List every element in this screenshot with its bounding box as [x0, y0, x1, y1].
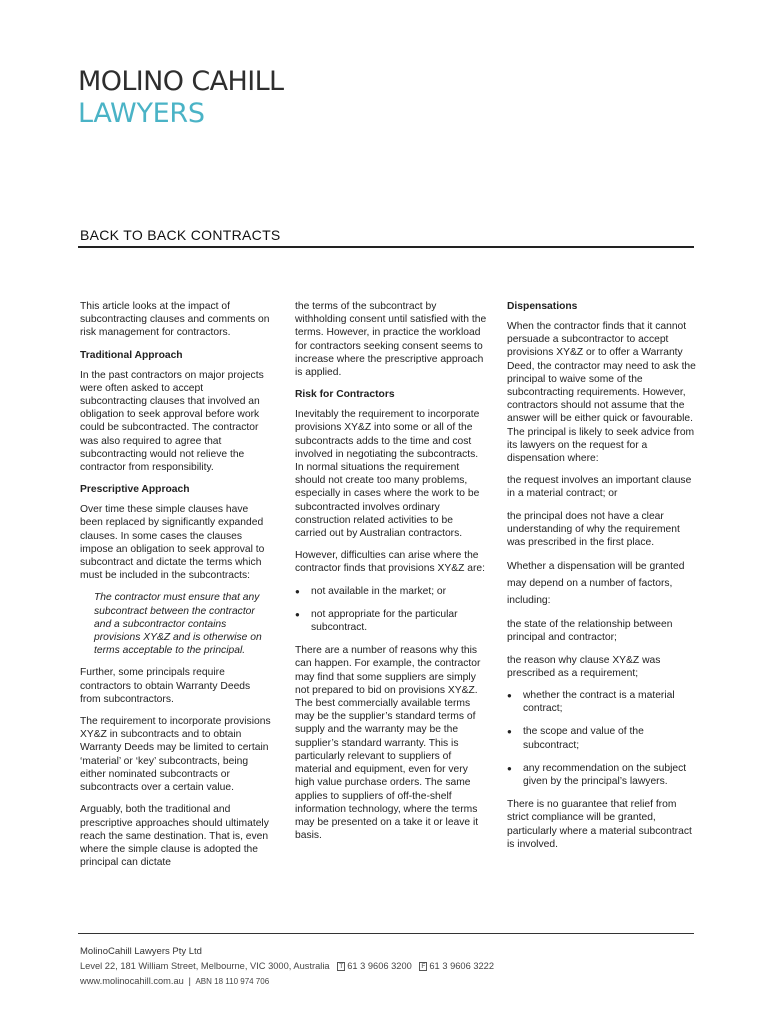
intro-paragraph: This article looks at the impact of subcontracting clauses and comments on risk management for contractors. — [80, 301, 270, 339]
paragraph-guarantee: There is no guarantee that relief from strict compliance will be granted, particularly where a material subcontract is involved. — [507, 799, 692, 850]
heading-dispensations: Dispensations — [507, 301, 578, 312]
paragraph-however: However, difficulties can arise where the contractor finds that provisions XY&Z are: — [295, 550, 486, 575]
footer-phone: 61 3 9606 3200 — [347, 961, 412, 971]
paragraph-reasons: There are a number of reasons why this can happen. For example, the contractor may find that some suppliers are simply not prepared to bid on provisions XY&Z. The best commercially available terms may be the supplier’s standard terms of supply and the warranty may be the supplier’s standard warranty. This is particularly relevant to suppliers of material and equipment, even for very high value purchase orders. The same applies to suppliers of off-the-shelf information technology, where the terms may be presented on a take it or leave it basis. — [295, 645, 481, 842]
footer-separator: | — [188, 976, 191, 986]
heading-traditional-approach: Traditional Approach — [80, 349, 183, 361]
column-2 — [295, 300, 487, 851]
paragraph-state: the state of the relationship between principal and contractor; — [507, 619, 673, 644]
page-footer — [80, 944, 494, 989]
heading-risk-for-contractors: Risk for Contractors — [295, 389, 395, 401]
phone-label-icon: T — [339, 963, 344, 970]
paragraph-principal: the principal does not have a clear understanding of why the requirement was prescribed in the first place. — [507, 510, 680, 549]
footer-abn: ABN 18 110 974 706 — [195, 977, 270, 986]
paragraph-whether: Whether a dispensation will be granted may depend on a number of factors, including: — [507, 561, 685, 607]
company-logo — [78, 66, 283, 130]
logo-line-lawyers: LAWYERS — [78, 98, 205, 129]
clause-quote: The contractor must ensure that any subcontract between the contractor and a subcontractor contains provisions XY&Z and is otherwise on terms acceptable to the principal. — [94, 592, 262, 657]
footer-address: Level 22, 181 William Street, Melbourne, VIC 3000, Australia — [80, 961, 330, 971]
list-item: ● not appropriate for the particular subcontract. — [295, 608, 487, 634]
column-1 — [80, 300, 272, 878]
paragraph-traditional: In the past contractors on major projects were often asked to accept subcontracting clauses that involved an obligation to seek approval before work could be subcontracted. The contractor was also required to agree that subcontracting would not relieve the contractor from responsibility. — [80, 369, 264, 474]
paragraph-continued: the terms of the subcontract by withholding consent until satisfied with the terms. However, in practice the workload for contractors seeking consent seems to increase where the prescriptive approach is applied. — [295, 301, 487, 379]
footer-divider — [78, 933, 694, 934]
list-item: ● the scope and value of the subcontract; — [507, 725, 699, 751]
paragraph-when: When the contractor finds that it cannot persuade a subcontractor to accept provisions XY&Z or to offer a Warranty Deed, the contractor may need to ask the principal to waive some of the subcontracting requirements. However, contractors should not assume that the answer will be either quick or favourable. The principal is likely to seek advice from its lawyers on the request for a dispensation where: — [507, 321, 696, 465]
footer-website: www.molinocahill.com.au — [80, 976, 184, 986]
heading-prescriptive-approach: Prescriptive Approach — [80, 484, 190, 496]
paragraph-inevitably: Inevitably the requirement to incorporate provisions XY&Z into some or all of the subcontracts adds to the time and cost involved in negotiating the subcontracts. In normal situations the requirement should not create too many problems, especially in cases where the work to be subcontracted involves ordinary construction related activities to be carried out by Australian contractors. — [295, 409, 480, 540]
paragraph-reason: the reason why clause XY&Z was prescribed as a requirement; — [507, 654, 661, 679]
fax-label-icon: F — [421, 963, 426, 970]
logo-line-name: MOLINO CAHILL — [78, 66, 284, 97]
paragraph-warranty: Further, some principals require contractors to obtain Warranty Deeds from subcontractors. — [80, 667, 251, 705]
list-item: ● not available in the market; or — [295, 585, 487, 598]
footer-company-name: MolinoCahill Lawyers Pty Ltd — [80, 946, 202, 957]
paragraph-request: the request involves an important clause in a material contract; or — [507, 475, 692, 500]
bullet-list-factors — [507, 689, 699, 788]
list-item: ● any recommendation on the subject given by the principal’s lawyers. — [507, 762, 699, 788]
footer-contact-line — [80, 959, 494, 974]
paragraph-arguably: Arguably, both the traditional and prescriptive approaches should ultimately reach the same destination. That is, even where the simple clause is adopted the principal can dictate — [80, 804, 269, 869]
column-3 — [507, 300, 699, 860]
bullet-list-difficulties — [295, 585, 487, 635]
footer-fax: 61 3 9606 3222 — [429, 961, 495, 971]
list-item: ● whether the contract is a material contract; — [507, 689, 699, 715]
title-divider — [78, 246, 694, 248]
document-title: BACK TO BACK CONTRACTS — [80, 227, 281, 243]
paragraph-requirement: The requirement to incorporate provisions XY&Z in subcontracts and to obtain Warranty Deeds may be limited to certain ‘material’ or ‘key’ subcontracts, being either nominated subcontracts or subcontracts over a certain value. — [80, 716, 271, 794]
paragraph-prescriptive: Over time these simple clauses have been replaced by significantly expanded clauses. In some cases the clauses impose an obligation to seek approval to subcontract and dictate the terms which must be included in the subcontracts: — [80, 504, 265, 582]
footer-web-line — [80, 974, 494, 989]
